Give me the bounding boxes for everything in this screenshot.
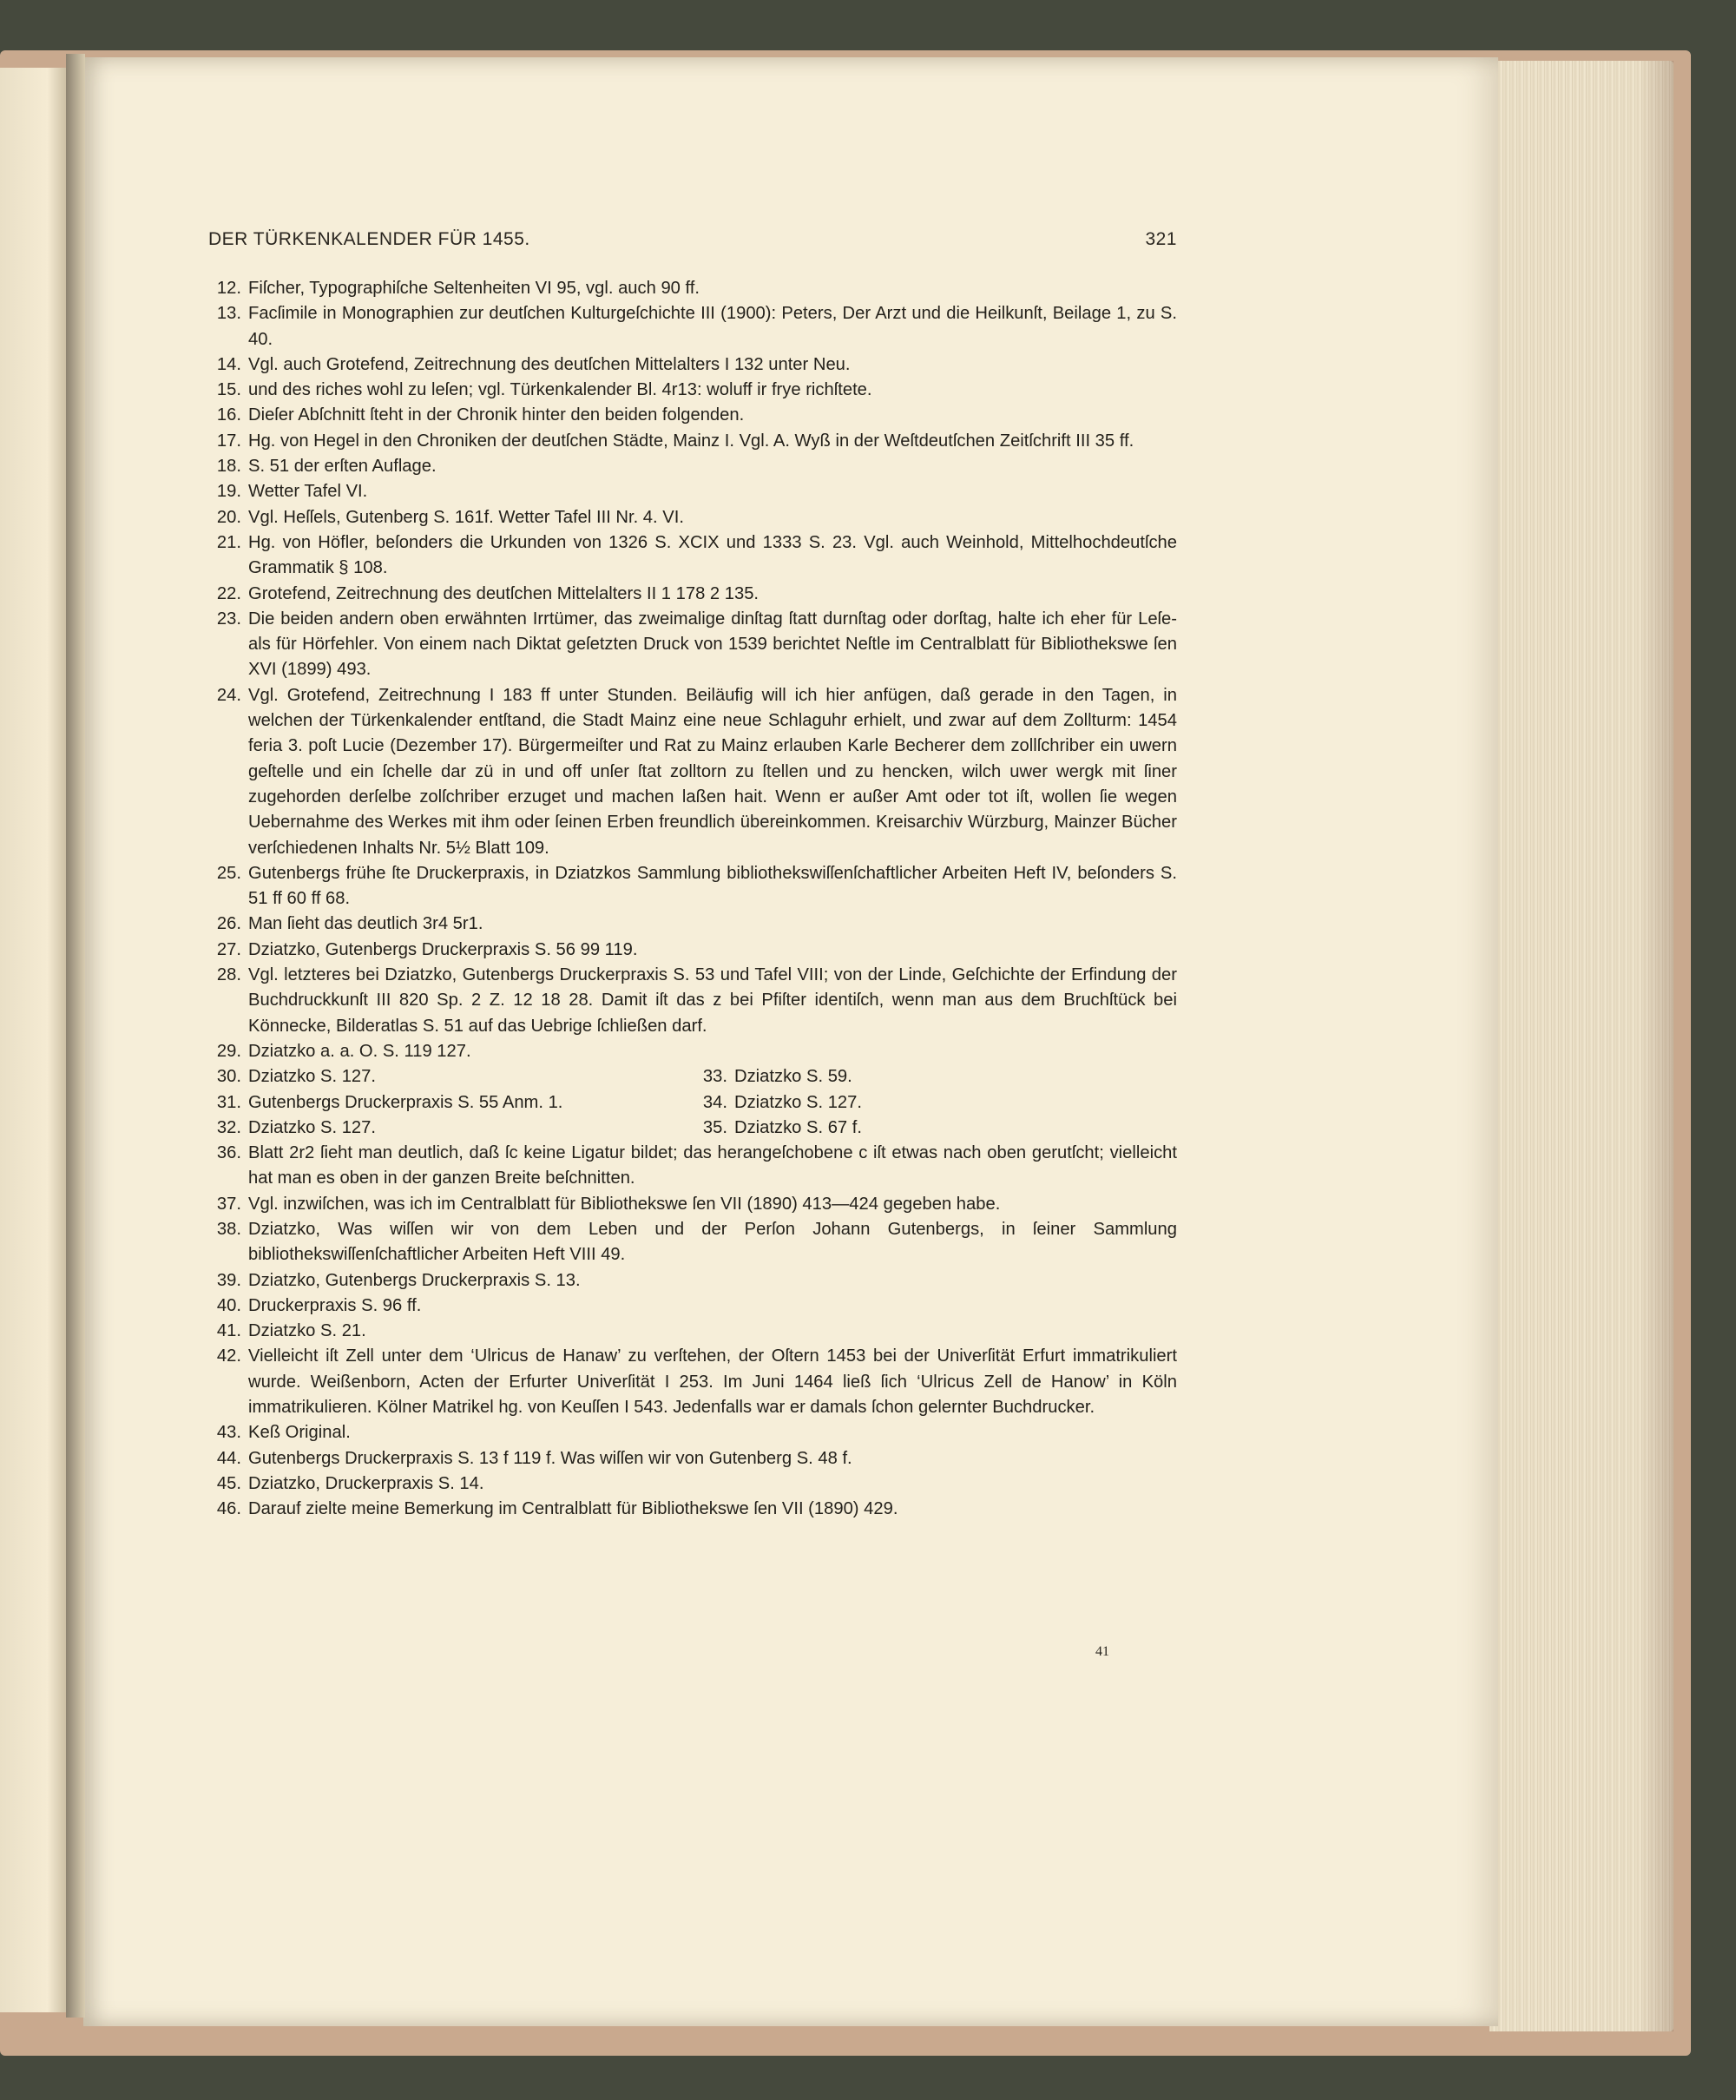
endnote-number: 22. (216, 583, 241, 603)
endnote (205, 582, 1177, 607)
endnote-number: 24. (216, 685, 241, 705)
endnote-text: Fiſcher, Typographiſche Seltenheiten VI 95, vgl. auch 90 ff. (248, 279, 700, 298)
endnote-number: 35. (702, 1117, 727, 1137)
endnote-text: Vgl. auch Grotefend, Zeitrechnung des deutſchen Mittelalters I 132 unter Neu. (248, 354, 851, 374)
endnote-text: Vielleicht iſt Zell unter dem ‘Ulricus de Hanaw’ zu verſtehen, der Oſtern 1453 bei der Univerſität Erfurt immatrikuliert wurde. Weißenborn, Acten der Erfurter Univerſität I 253. Im Juni 1464 ließ ſich ‘Ulricus Zell de Hanow’ in Köln immatrikulieren. Kölner Matrikel hg. von Keuſſen I 543. Jedenfalls war er damals ſchon gelernter Buchdrucker. (248, 1346, 1177, 1418)
endnote-text: Vgl. letzteres bei Dziatzko, Gutenbergs Druckerpraxis S. 53 und Tafel VIII; von der Linde, Geſchichte der Erfindung der Buchdruckkunſt III 820 Sp. 2 Z. 12 18 28. Damit iſt das z bei Pfiſter identiſch, wenn man aus dem Bruchſtück bei Könnecke, Bilderatlas S. 51 auf das Uebrige ſchließen darf. (248, 965, 1177, 1036)
endnote (205, 1217, 1177, 1268)
endnote (205, 912, 1177, 937)
endnote (205, 963, 1177, 1039)
endnote-number: 39. (216, 1270, 241, 1290)
endnote-text: Dziatzko S. 59. (734, 1067, 852, 1087)
endnote-number: 33. (702, 1067, 727, 1087)
endnote-text: Hg. von Hegel in den Chroniken der deutſchen Städte, Mainz I. Vgl. A. Wyß in der Weſtdeutſchen Zeitſchrift III 35 ff. (248, 431, 1134, 451)
endnote-number: 31. (216, 1092, 241, 1112)
endnote-text: und des riches wohl zu leſen; vgl. Türkenkalender Bl. 4r13: woluff ir frye richſtete. (248, 380, 872, 400)
endnote-text: Hg. von Höfler, beſonders die Urkunden von 1326 S. XCIX und 1333 S. 23. Vgl. auch Weinhold, Mittelhochdeutſche Grammatik § 108. (248, 532, 1177, 578)
endnote (205, 1141, 1177, 1192)
endnote-text: Druckerpraxis S. 96 ff. (248, 1295, 422, 1315)
endnote (691, 1064, 1177, 1089)
endnote-number: 36. (216, 1143, 241, 1163)
endnote (205, 1471, 1177, 1497)
endnote-text: Dziatzko S. 127. (248, 1067, 376, 1087)
endnote-text: Dziatzko S. 127. (734, 1092, 862, 1112)
book-gutter (66, 54, 85, 2018)
endnote-text: Keß Original. (248, 1423, 351, 1443)
endnote-text: Darauf zielte meine Bemerkung im Centralblatt für Bibliothekswe ſen VII (1890) 429. (248, 1499, 898, 1519)
endnote-number: 13. (216, 304, 241, 324)
endnote (205, 530, 1177, 582)
signature-mark: 41 (1095, 1644, 1109, 1659)
endnote-number: 20. (216, 507, 241, 527)
endnote (205, 1497, 1177, 1522)
endnote (205, 1192, 1177, 1217)
endnotes-part-a (205, 276, 1177, 1064)
endnote-number: 21. (216, 532, 241, 552)
endnote-text: Dziatzko S. 21. (248, 1321, 366, 1341)
endnote-text: Gutenbergs Druckerpraxis S. 13 f 119 f. Was wiſſen wir von Gutenberg S. 48 f. (248, 1448, 852, 1468)
endnote-number: 32. (216, 1117, 241, 1137)
endnote (205, 403, 1177, 428)
endnote-text: Grotefend, Zeitrechnung des deutſchen Mittelalters II 1 178 2 135. (248, 583, 760, 603)
endnote (205, 429, 1177, 454)
endnote-text: Gutenbergs Druckerpraxis S. 55 Anm. 1. (248, 1092, 563, 1112)
endnote (205, 276, 1177, 301)
endnote-number: 40. (216, 1295, 241, 1315)
endnote-text: Dziatzko, Gutenbergs Druckerpraxis S. 56 99 119. (248, 939, 638, 959)
endnote (205, 607, 1177, 683)
endnotes-right-column (691, 1064, 1177, 1141)
endnote (205, 479, 1177, 504)
endnote-text: Dziatzko, Gutenbergs Druckerpraxis S. 13. (248, 1270, 581, 1290)
endnote (205, 1268, 1177, 1294)
endnote (205, 301, 1177, 352)
endnote (691, 1116, 1177, 1141)
endnote-text: Dziatzko, Druckerpraxis S. 14. (248, 1473, 484, 1493)
endnote-number: 17. (216, 431, 241, 451)
endnote-number: 15. (216, 380, 241, 400)
endnote (205, 1319, 1177, 1344)
endnote-text: Wetter Tafel VI. (248, 482, 368, 502)
endnote (205, 454, 1177, 479)
endnote-text: Vgl. inzwiſchen, was ich im Centralblatt für Bibliothekswe ſen VII (1890) 413—424 gegeben habe. (248, 1194, 1001, 1214)
endnote-number: 26. (216, 914, 241, 934)
endnote (205, 1446, 1177, 1471)
endnote-number: 46. (216, 1499, 241, 1519)
endnote (205, 861, 1177, 912)
endnote-number: 27. (216, 939, 241, 959)
endnote-number: 43. (216, 1423, 241, 1443)
endnote-text: Man ſieht das deutlich 3r4 5r1. (248, 914, 483, 934)
endnote (205, 1039, 1177, 1064)
left-page-edge (0, 68, 68, 2012)
endnote-number: 42. (216, 1346, 241, 1366)
endnotes-two-column (205, 1064, 1177, 1141)
page-block-edges (1489, 61, 1674, 2031)
endnote-text: Dziatzko S. 127. (248, 1117, 376, 1137)
endnote-number: 23. (216, 609, 241, 629)
endnote (205, 1116, 691, 1141)
endnote-text: Vgl. Heſſels, Gutenberg S. 161f. Wetter Tafel III Nr. 4. VI. (248, 507, 684, 527)
endnote-text: Dieſer Abſchnitt ſteht in der Chronik hinter den beiden folgenden. (248, 405, 745, 425)
endnote-number: 25. (216, 863, 241, 883)
endnotes-part-b (205, 1141, 1177, 1522)
endnote (205, 683, 1177, 861)
endnote-number: 14. (216, 354, 241, 374)
running-head (208, 229, 1177, 255)
endnote-number: 12. (216, 279, 241, 298)
endnote-number: 18. (216, 457, 241, 477)
endnote (205, 1420, 1177, 1445)
endnote-text: Die beiden andern oben erwähnten Irrtümer, das zweimalige dinſtag ſtatt durnſtag oder dorſtag, halte ich eher für Leſe- als für Hörfehler. Von einem nach Diktat geſetzten Druck von 1539 berichtet Neſtle im Centralblatt für Bibliothekswe ſen XVI (1899) 493. (248, 609, 1177, 680)
endnote-text: Blatt 2r2 ſieht man deutlich, daß ſc keine Ligatur bildet; das herangeſchobene c iſt etwas nach oben gerutſcht; vielleicht hat man es oben in der ganzen Breite beſchnitten. (248, 1143, 1177, 1188)
endnote-number: 29. (216, 1041, 241, 1061)
endnote-text: S. 51 der erſten Auflage. (248, 457, 437, 477)
endnote-number: 34. (702, 1092, 727, 1112)
endnote-number: 45. (216, 1473, 241, 1493)
endnote (205, 1344, 1177, 1420)
endnote-number: 41. (216, 1321, 241, 1341)
page-number: 321 (1145, 229, 1177, 249)
endnote (205, 378, 1177, 403)
endnotes-left-column (205, 1064, 691, 1141)
endnote (205, 1064, 691, 1089)
endnote (205, 938, 1177, 963)
endnote-number: 30. (216, 1067, 241, 1087)
endnote (205, 505, 1177, 530)
endnote (205, 352, 1177, 378)
endnote-text: Dziatzko S. 67 f. (734, 1117, 862, 1137)
endnote (205, 1294, 1177, 1319)
endnote-number: 38. (216, 1219, 241, 1239)
endnote-text: Facſimile in Monographien zur deutſchen Kulturgeſchichte III (1900): Peters, Der Arzt und die Heilkunſt, Beilage 1, zu S. 40. (248, 304, 1177, 349)
endnote-number: 37. (216, 1194, 241, 1214)
endnote (205, 1090, 691, 1116)
running-head-title: DER TÜRKENKALENDER FÜR 1455. (208, 229, 530, 249)
endnote-text: Gutenbergs frühe ſte Druckerpraxis, in Dziatzkos Sammlung bibliothekswiſſenſchaftlicher Arbeiten Heft IV, beſonders S. 51 ff 60 ff 68. (248, 863, 1177, 909)
endnote-number: 28. (216, 965, 241, 985)
endnote-number: 16. (216, 405, 241, 425)
endnotes (205, 276, 1177, 1523)
endnote-text: Vgl. Grotefend, Zeitrechnung I 183 ff unter Stunden. Beiläufig will ich hier anfügen, daß gerade in den Tagen, in welchen der Türkenkalender entſtand, die Stadt Mainz eine neue Schlaguhr erhielt, und zwar auf dem Zollturm: 1454 feria 3. poſt Lucie (Dezember 17). Bürgermeiſter und Rat zu Mainz erlauben Karle Becherer dem zollſchriber ein uwern geſtelle und ein ſchelle dar zü in und off unſer ſtat zolltorn zu ſtellen und zu hencken, wilch uwer wergk mit ſiner zugehorden derſelbe zolſchriber erzuget und machen laßen hait. Wenn er außer Amt oder tot iſt, wollen ſie wegen Uebernahme des Werkes mit ihm oder ſeinen Erben freundlich übereinkommen. Kreisarchiv Würzburg, Mainzer Bücher verſchiedenen Inhalts Nr. 5½ Blatt 109. (248, 685, 1177, 858)
endnote-number: 19. (216, 482, 241, 502)
endnote-number: 44. (216, 1448, 241, 1468)
endnote-text: Dziatzko, Was wiſſen wir von dem Leben und der Perſon Johann Gutenbergs, in ſeiner Sammlung bibliothekswiſſenſchaftlicher Arbeiten Heft VIII 49. (248, 1219, 1177, 1265)
endnote-text: Dziatzko a. a. O. S. 119 127. (248, 1041, 471, 1061)
endnote (691, 1090, 1177, 1116)
